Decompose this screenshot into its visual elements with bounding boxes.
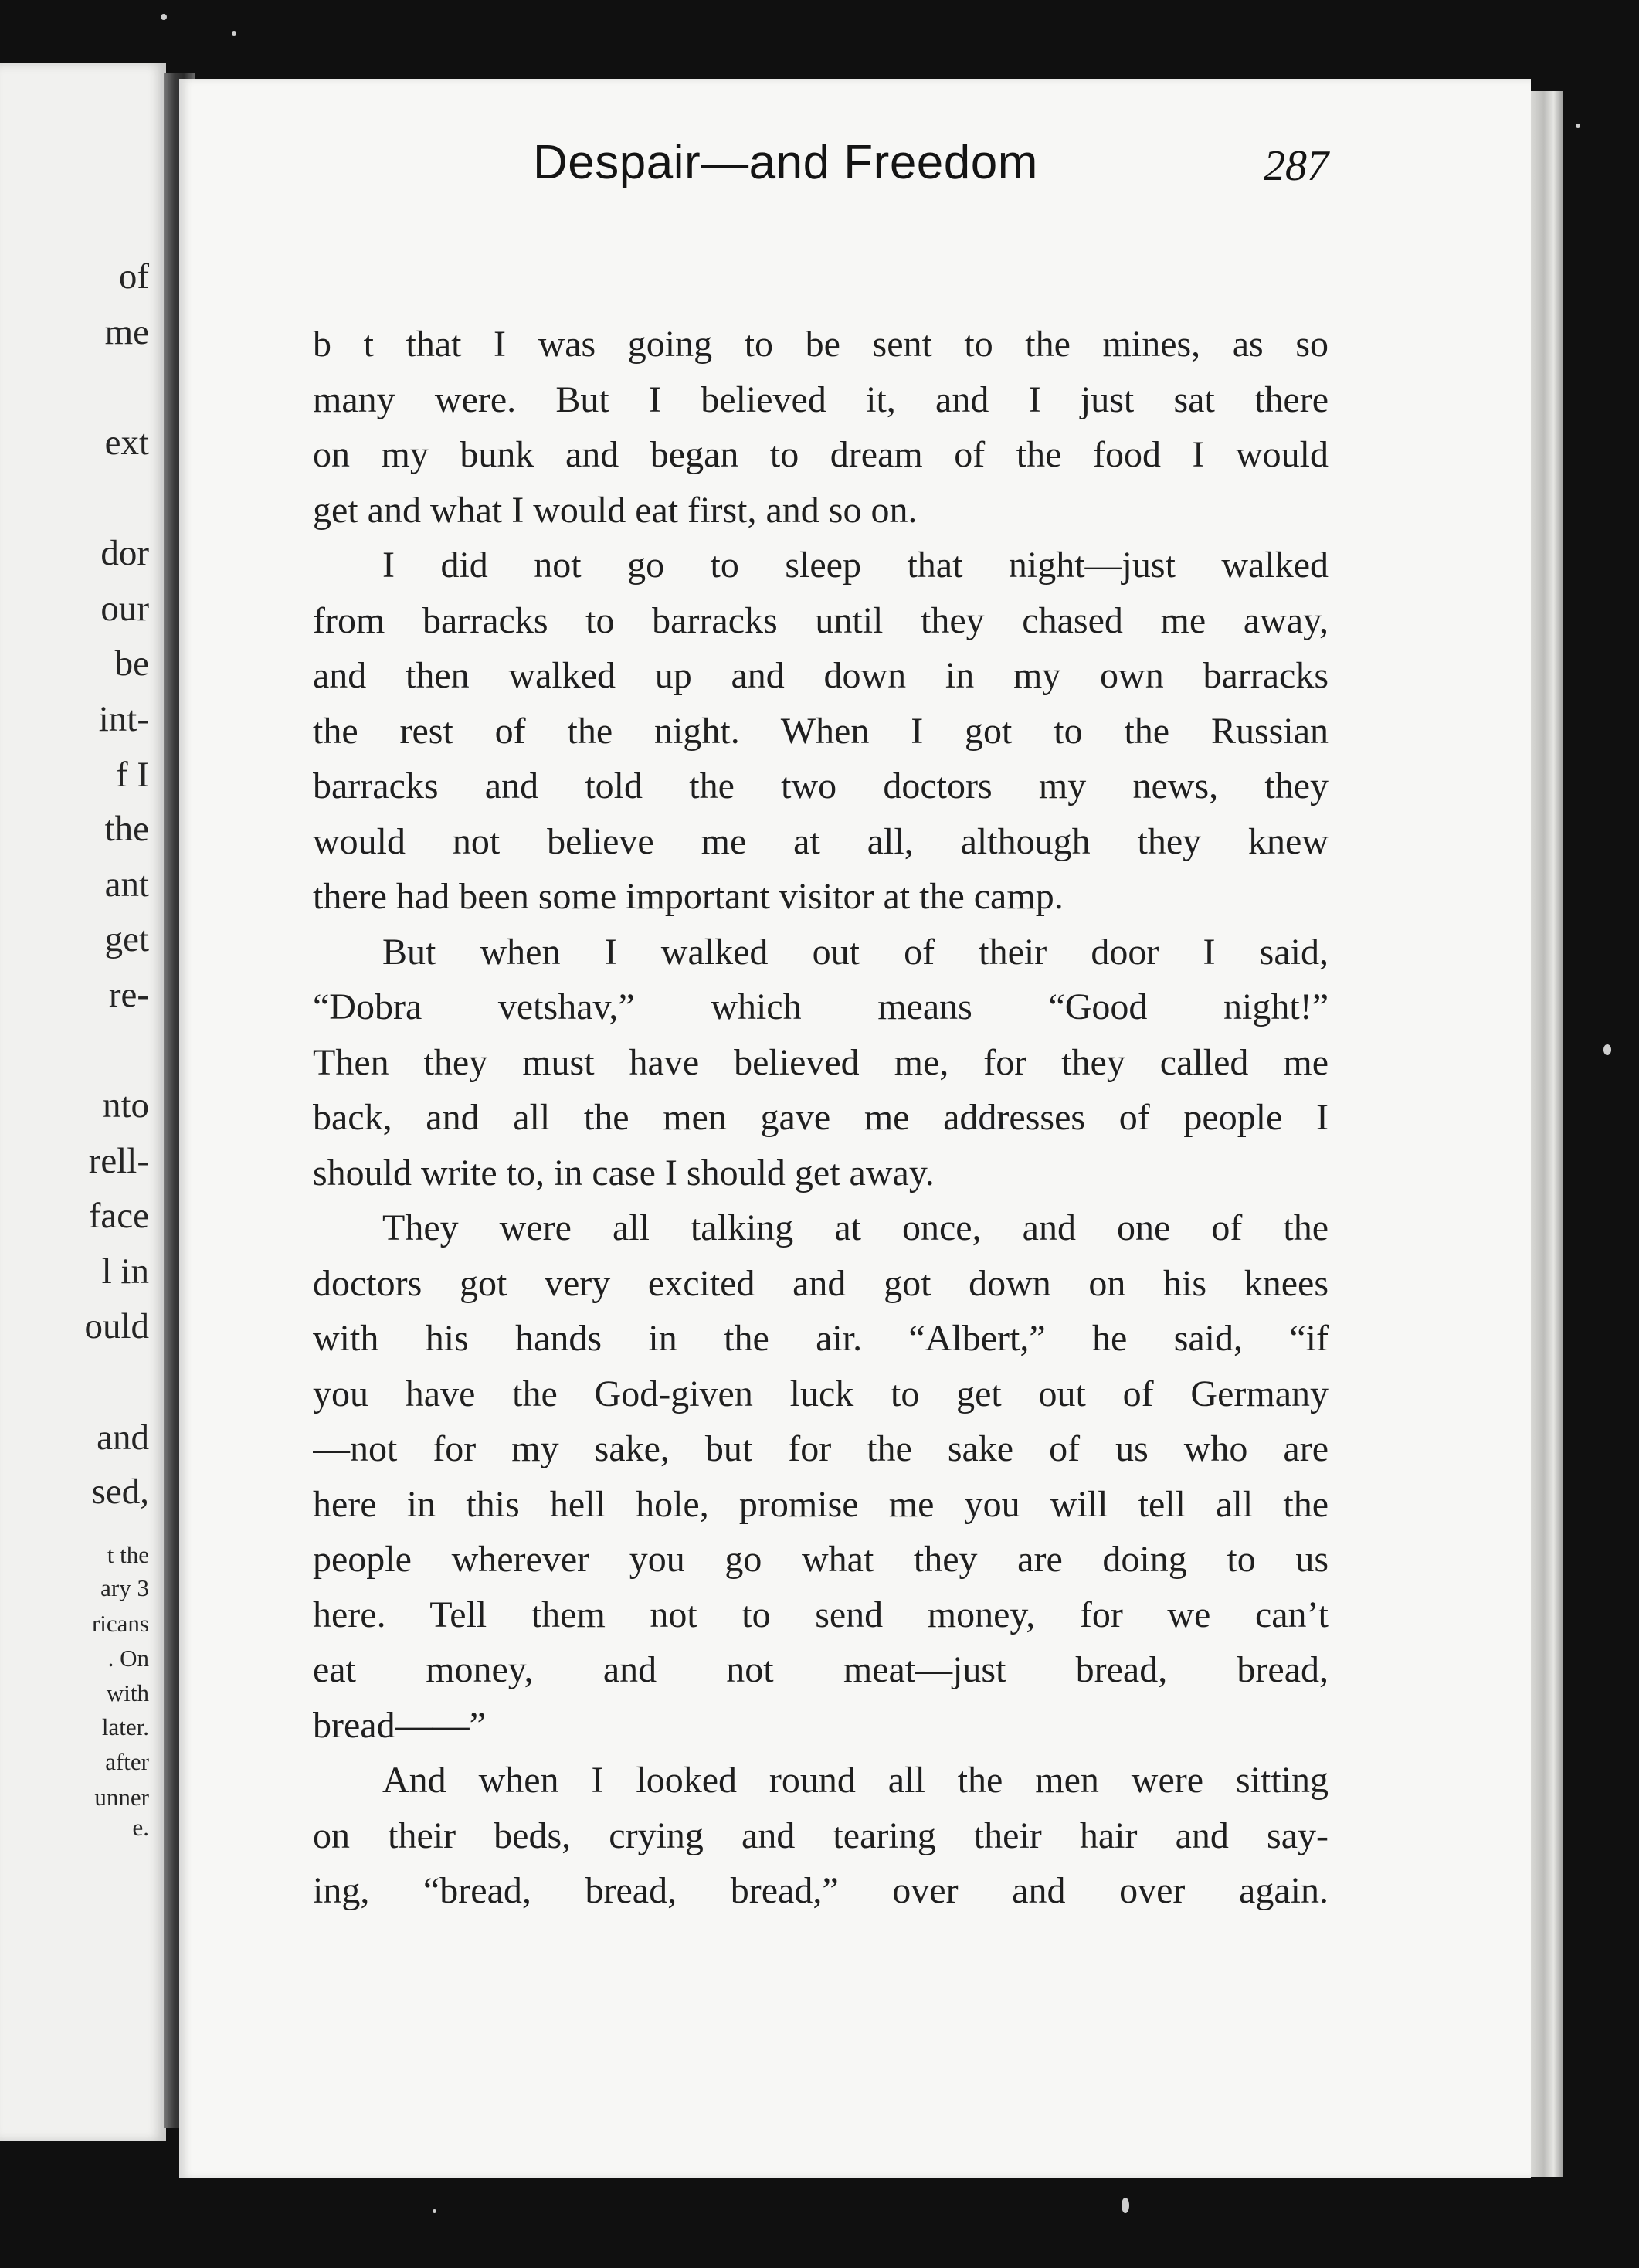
facing-page-text-fragment: nto: [102, 1085, 149, 1126]
body-text-line: and then walked up and down in my own barracks: [313, 655, 1329, 696]
facing-page-text-fragment: . On: [107, 1645, 149, 1672]
facing-page-text-fragment: face: [88, 1196, 149, 1236]
facing-page-text-fragment: after: [105, 1748, 149, 1775]
facing-page-text-fragment: ary 3: [100, 1574, 149, 1601]
body-text-line: here in this hell hole, promise me you will tell all the: [313, 1483, 1329, 1525]
body-text-line: doctors got very excited and got down on his knees: [313, 1262, 1329, 1304]
body-text: [313, 317, 1329, 1919]
page-number: 287: [1264, 142, 1329, 190]
facing-page-text-fragment: rell-: [88, 1141, 149, 1181]
body-text-line: bread——”: [313, 1704, 486, 1746]
body-text-line: Then they must have believed me, for they called me: [313, 1041, 1329, 1083]
scan-speck: [232, 31, 236, 36]
facing-page-text-fragment: unner: [94, 1784, 149, 1811]
facing-page-text-fragment: our: [100, 589, 149, 629]
facing-page-text-fragment: int-: [98, 699, 149, 739]
body-text-line: on their beds, crying and tearing their hair and say-: [313, 1815, 1329, 1856]
body-text-line: the rest of the night. When I got to the Russian: [313, 710, 1329, 752]
body-text-line: there had been some important visitor at the camp.: [313, 876, 1064, 917]
body-text-line: you have the God-given luck to get out of Germany: [313, 1373, 1329, 1414]
facing-page-text-fragment: sed,: [91, 1472, 149, 1512]
body-text-line: many were. But I believed it, and I just sat there: [313, 379, 1329, 420]
facing-page-text-fragment: the: [104, 809, 149, 849]
scan-speck: [1122, 2198, 1129, 2213]
body-text-line: get and what I would eat first, and so on.: [313, 489, 918, 531]
facing-page-text-fragment: with: [106, 1679, 149, 1706]
body-text-line: back, and all the men gave me addresses of people I: [313, 1097, 1329, 1138]
body-text-line: But when I walked out of their door I said,: [382, 931, 1329, 973]
body-text-line: I did not go to sleep that night—just walked: [382, 545, 1329, 586]
facing-page-text-fragment: e.: [132, 1814, 149, 1841]
scan-speck: [1603, 1044, 1611, 1055]
facing-page-text-fragment: of: [118, 256, 149, 297]
body-text-line: should write to, in case I should get away.: [313, 1152, 935, 1193]
facing-page-text-fragment: dor: [100, 533, 149, 573]
body-text-line: They were all talking at once, and one of the: [382, 1207, 1329, 1248]
running-title: Despair—and Freedom: [533, 136, 1038, 189]
facing-page-left: [0, 63, 166, 2141]
facing-page-text-fragment: ant: [104, 864, 149, 905]
page-edge-stack: [1531, 91, 1563, 2177]
body-text-line: with his hands in the air. “Albert,” he said, “if: [313, 1318, 1329, 1359]
facing-page-text-fragment: later.: [101, 1713, 149, 1740]
body-text-line: would not believe me at all, although they knew: [313, 820, 1329, 862]
facing-page-text-fragment: get: [104, 919, 149, 959]
body-text-line: And when I looked round all the men were sitting: [382, 1760, 1329, 1801]
body-text-line: b t that I was going to be sent to the mines, as so: [313, 324, 1329, 365]
body-text-line: here. Tell them not to send money, for we can’t: [313, 1594, 1329, 1635]
facing-page-text-fragment: ould: [84, 1306, 149, 1346]
body-text-line: people wherever you go what they are doing to us: [313, 1539, 1329, 1580]
facing-page-text-fragment: ext: [104, 423, 149, 463]
scan-speck: [433, 2209, 436, 2213]
facing-page-text-fragment: l in: [101, 1251, 149, 1292]
facing-page-text-fragment: re-: [108, 975, 149, 1015]
body-text-line: barracks and told the two doctors my news, they: [313, 766, 1329, 806]
facing-page-text-fragment: t the: [107, 1541, 149, 1568]
scan-speck: [161, 14, 167, 20]
facing-page-text-fragment: and: [97, 1418, 149, 1458]
body-text-line: from barracks to barracks until they chased me away,: [313, 599, 1329, 641]
scan-speck: [1576, 124, 1580, 128]
facing-page-text-fragment: be: [114, 643, 149, 684]
facing-page-text-fragment: f I: [115, 755, 149, 795]
body-text-line: “Dobra vetshav,” which means “Good night!”: [313, 986, 1329, 1027]
facing-page-text-fragment: me: [104, 312, 149, 352]
body-text-line: —not for my sake, but for the sake of us who are: [313, 1428, 1329, 1469]
running-head: [355, 135, 1329, 197]
body-text-line: on my bunk and began to dream of the food I would: [313, 434, 1329, 475]
body-text-line: eat money, and not meat—just bread, bread,: [313, 1649, 1329, 1690]
body-text-line: ing, “bread, bread, bread,” over and over again.: [313, 1870, 1329, 1911]
facing-page-text-fragment: ricans: [91, 1610, 149, 1637]
